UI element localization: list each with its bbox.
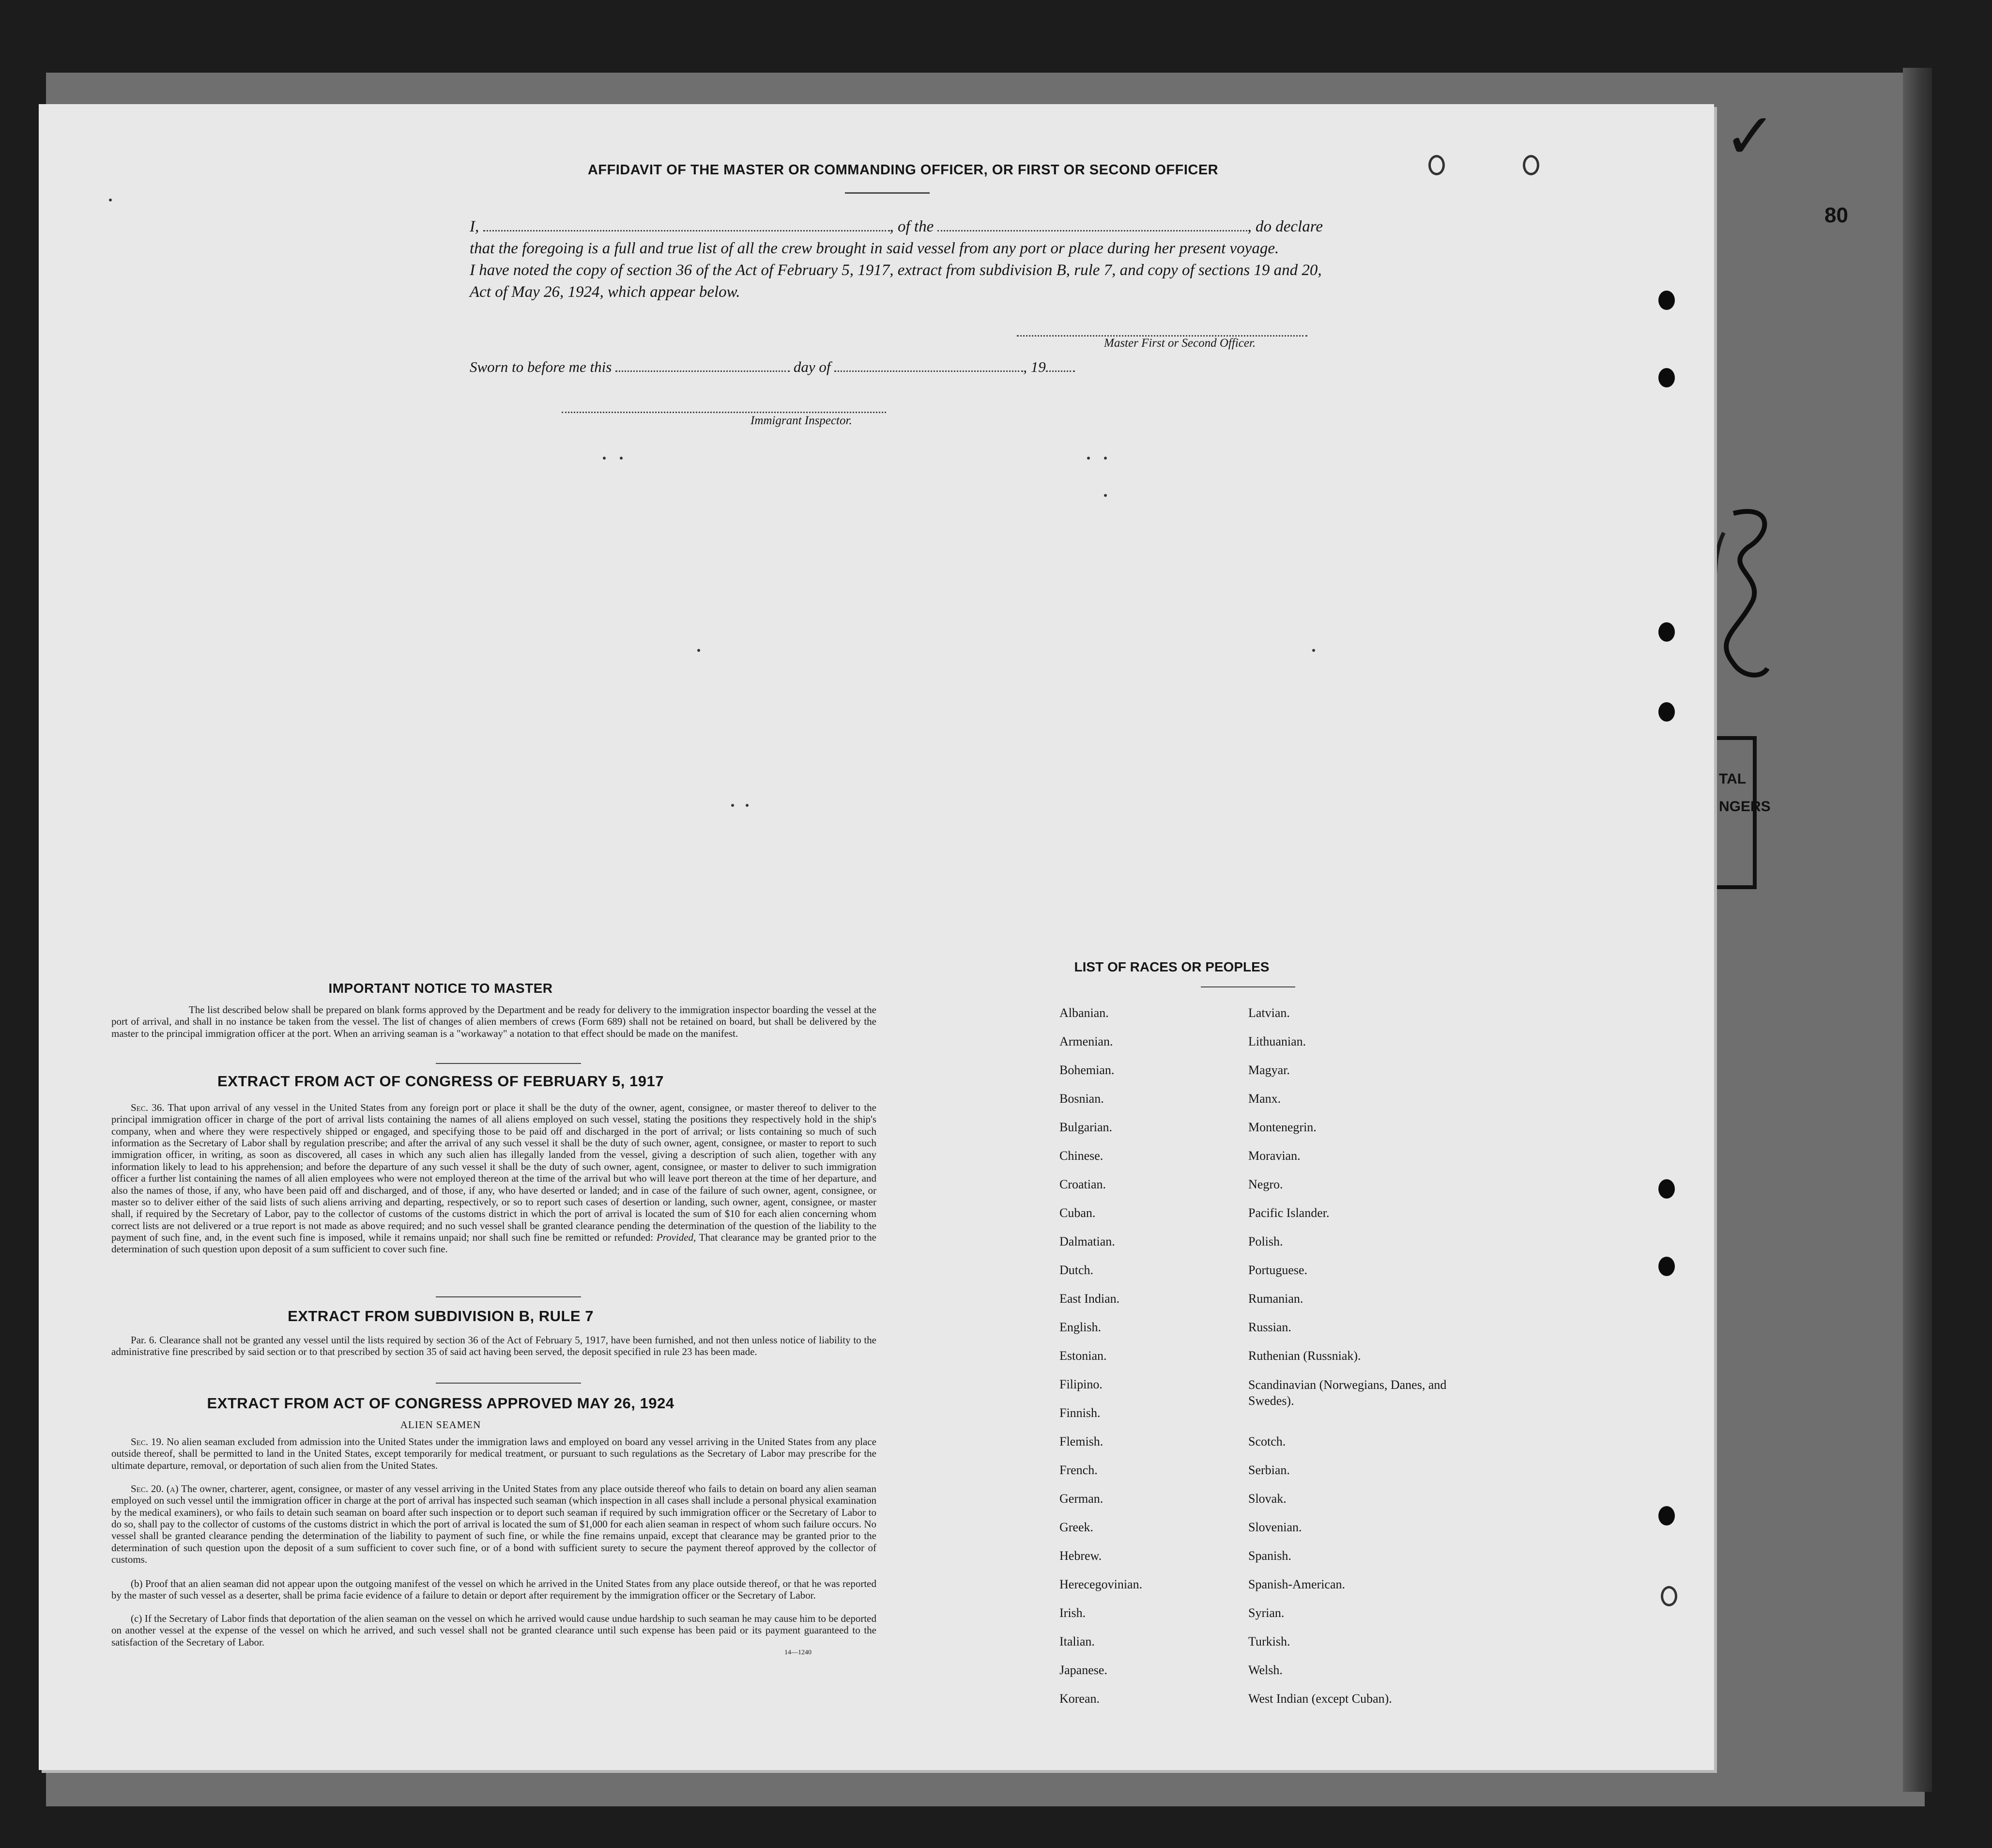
race-item: Russian. — [1248, 1320, 1291, 1334]
notice-title: IMPORTANT NOTICE TO MASTER — [328, 981, 553, 996]
of-the-label: , of the — [889, 218, 934, 235]
faint-mark — [1087, 457, 1090, 460]
notice-text: The list described below shall be prepared on blank forms approved by the Department and be ready for delivery to the immigration inspector boarding the vessel at the port of arrival, and shall in no instance be taken from the vessel. The list of changes of alien members of crews (Form 689) shall not be retained on board, but shall be delivered by the master to the principal immigration officer at the port. When an arriving seaman is a "workaway" a notation to that effect should be made on the manifest. — [111, 1004, 876, 1039]
affidavit-i: I, — [470, 218, 479, 235]
race-item: Hebrew. — [1059, 1549, 1102, 1563]
affidavit-line-4: Act of May 26, 1924, which appear below. — [470, 283, 740, 301]
sec20c-text: (c) If the Secretary of Labor finds that deportation of the alien seaman on the vessel on which he arrived would cause undue hardship to such seaman he may cause him to be deported on another vessel at the expense of the vessel on which he arrived, and such vessel shall not be granted clearance until such expense has been paid or its payment guaranteed to the satisfaction of the Secretary of Labor. — [111, 1613, 876, 1648]
race-item: Manx. — [1248, 1092, 1281, 1106]
race-item: Polish. — [1248, 1234, 1283, 1248]
race-item: Armenian. — [1059, 1034, 1113, 1048]
race-item: Negro. — [1248, 1177, 1283, 1191]
divider — [1201, 986, 1295, 987]
race-item: Welsh. — [1248, 1663, 1283, 1677]
race-item: Latvian. — [1248, 1006, 1290, 1020]
check-mark: ✓ — [1724, 99, 1777, 173]
divider — [436, 1383, 581, 1384]
race-item: Herecegovinian. — [1059, 1577, 1143, 1591]
race-item: Dutch. — [1059, 1263, 1094, 1277]
race-item: Bohemian. — [1059, 1063, 1115, 1077]
race-item: German. — [1059, 1492, 1103, 1506]
pencil-scribble — [1704, 504, 1772, 688]
race-item: Spanish-American. — [1248, 1577, 1346, 1591]
faint-mark — [1104, 457, 1107, 460]
race-item: Chinese. — [1059, 1149, 1103, 1163]
form-number: 14—1240 — [784, 1649, 812, 1656]
race-item: Filipino. — [1059, 1377, 1103, 1391]
inspector-signature-line[interactable] — [562, 412, 886, 413]
stamp-line: NGERS — [1719, 799, 1771, 815]
manifest-sheet — [39, 104, 1714, 1770]
binding-hole — [1428, 155, 1445, 175]
sworn-line — [470, 358, 1075, 376]
sworn-year-blank[interactable] — [1046, 367, 1075, 372]
race-item: Rumanian. — [1248, 1292, 1303, 1306]
ledger-edge — [1903, 68, 1932, 1792]
declare-label: , do declare — [1247, 218, 1323, 235]
race-item: Spanish. — [1248, 1549, 1291, 1563]
race-item: Magyar. — [1248, 1063, 1290, 1077]
race-item: Finnish. — [1059, 1406, 1101, 1420]
sec20a-text — [111, 1483, 876, 1566]
extract-1924-title: EXTRACT FROM ACT OF CONGRESS APPROVED MAY 26, 1924 — [207, 1395, 674, 1412]
section-label: Sec. 19. — [131, 1436, 164, 1448]
race-item: Serbian. — [1248, 1463, 1290, 1477]
binding-hole — [1661, 1586, 1677, 1606]
race-item: Lithuanian. — [1248, 1034, 1306, 1048]
race-item: Bosnian. — [1059, 1092, 1104, 1106]
rule7-title: EXTRACT FROM SUBDIVISION B, RULE 7 — [288, 1308, 594, 1324]
race-item: Moravian. — [1248, 1149, 1301, 1163]
faint-mark — [697, 649, 700, 652]
sec19-text — [111, 1436, 876, 1471]
rule7-text: Par. 6. Clearance shall not be granted any vessel until the lists required by section 36 of the Act of February 5, 1917, have been furnished, and not then unless notice of liability to the administrative fine prescribed by said section or to that prescribed by section 35 of said act having been served, the deposit specified in rule 23 has been made. — [111, 1334, 876, 1358]
race-item: Bulgarian. — [1059, 1120, 1113, 1134]
race-item: West Indian (except Cuban). — [1248, 1692, 1392, 1706]
race-item: Croatian. — [1059, 1177, 1106, 1191]
binding-hole — [1658, 622, 1675, 642]
race-item: Pacific Islander. — [1248, 1206, 1330, 1220]
race-item: Italian. — [1059, 1634, 1095, 1648]
binding-hole — [1658, 1506, 1675, 1525]
year-label: , 19 — [1023, 358, 1046, 375]
faint-mark — [731, 804, 734, 807]
provided-label: Provided, — [656, 1231, 696, 1243]
faint-mark — [620, 457, 623, 460]
vessel-blank[interactable] — [937, 226, 1247, 231]
day-of-label: day of — [793, 358, 831, 375]
race-item: Irish. — [1059, 1606, 1086, 1620]
race-item: Slovenian. — [1248, 1520, 1302, 1534]
divider — [436, 1296, 581, 1297]
divider — [845, 192, 930, 194]
stamp-line: TAL — [1719, 771, 1747, 787]
extract-1917-text — [111, 1102, 876, 1255]
races-title: LIST OF RACES OR PEOPLES — [1074, 959, 1270, 974]
faint-mark — [603, 457, 606, 460]
race-item: Scotch. — [1248, 1434, 1286, 1448]
faint-mark — [109, 199, 112, 201]
race-item: Scandinavian (Norwegians, Danes, and Swedes). — [1248, 1378, 1447, 1408]
divider — [436, 1063, 581, 1064]
master-caption: Master First or Second Officer. — [1104, 337, 1256, 350]
binding-hole — [1658, 368, 1675, 387]
race-item: Turkish. — [1248, 1634, 1290, 1648]
sworn-label: Sworn to before me this — [470, 358, 612, 375]
faint-mark — [1104, 494, 1107, 497]
binding-hole — [1658, 702, 1675, 722]
binding-hole — [1658, 1257, 1675, 1276]
race-item: East Indian. — [1059, 1292, 1120, 1306]
section-body: That upon arrival of any vessel in the United States from any foreign port or place it shall be the duty of the owner, agent, consignee, or master thereof to deliver to the principal immigration officer in charge of the port of arrival lists containing the names of all aliens employed on such vessel, stating the positions they respectively hold in the ship's company, when and where they were respectively shipped or engaged, and specifying those to be paid off and discharged in the port of arrival; or lists containing so much of such information as the Secretary of Labor shall by regulation prescribe; and after the arrival of any such vessel it shall be the duty of such owner, agent, consignee, or master to report to such immigration officer, in writing, as soon as discovered, all cases in which any such alien has illegally landed from the vessel, giving a description of such alien, together with any information likely to lead to his apprehension; and before the departure of any such vessel it shall be the duty of such owner, agent, consignee, or master to deliver to such immigration officer a further list containing the names of all alien employees who were not employed thereon at the time of the arrival but who will leave port thereon at the time of her departure, and also the names of those, if any, who have been paid off and discharged, and of those, if any, who have deserted or landed; and in case of the failure of such owner, agent, consignee, or master so to deliver either of the said lists of such aliens arriving and departing, respectively, or so to report such cases of desertion or landing, such owner, agent, consignee, or master shall, if required by the Secretary of Labor, pay to the collector of customs of the customs district in which the port of arrival is located the sum of $10 for each alien concerning whom correct lists are not delivered or a true report is not made as above required; and no such vessel shall be granted clearance pending the determination of the question of the liability to the payment of such fine, and, in the event such fine is imposed, while it remains unpaid; nor shall such fine be remitted or refunded: — [111, 1102, 876, 1243]
faint-mark — [746, 804, 749, 807]
race-item: Montenegrin. — [1248, 1120, 1317, 1134]
binding-hole — [1658, 291, 1675, 310]
name-blank[interactable] — [483, 226, 890, 231]
race-item: Korean. — [1059, 1692, 1100, 1706]
affidavit-line-1 — [470, 218, 1323, 236]
inspector-caption: Immigrant Inspector. — [751, 414, 852, 427]
section-label: Sec. 36. — [131, 1102, 165, 1113]
affidavit-title: AFFIDAVIT OF THE MASTER OR COMMANDING OFFICER, OR FIRST OR SECOND OFFICER — [587, 162, 1219, 178]
binding-hole — [1523, 155, 1539, 175]
race-item: Albanian. — [1059, 1006, 1109, 1020]
section-body: No alien seaman excluded from admission into the United States under the immigration laws and employed on board any vessel arriving in the United States from any place outside thereof, shall be permitted to land in the United States, except temporarily for medical treatment, or pursuant to such regulations as the Secretary of Labor may prescribe for the ultimate departure, removal, or deportation of such alien from the United States. — [111, 1436, 876, 1471]
section-label: Sec. 20. (a) — [131, 1483, 179, 1494]
race-item: Slovak. — [1248, 1492, 1287, 1506]
sec20b-text: (b) Proof that an alien seaman did not appear upon the outgoing manifest of the vessel on which he arrived in the United States from any place outside thereof, or that he was reported by the master of such vessel as a deserter, shall be prima facie evidence of a failure to detain or deport after requirement by the immigration officer or the Secretary of Labor. — [111, 1578, 876, 1602]
affidavit-line-2: that the foregoing is a full and true list of all the crew brought in said vessel from any port or place during her present voyage. — [470, 240, 1279, 257]
affidavit-line-3: I have noted the copy of section 36 of the Act of February 5, 1917, extract from subdivision B, rule 7, and copy of sections 19 and 20, — [470, 262, 1322, 279]
binding-hole — [1658, 1179, 1675, 1199]
race-item: Japanese. — [1059, 1663, 1107, 1677]
alien-seamen-subtitle: ALIEN SEAMEN — [400, 1419, 481, 1431]
race-item: Ruthenian (Russniak). — [1248, 1349, 1361, 1363]
sworn-month-blank[interactable] — [834, 367, 1023, 372]
race-item: French. — [1059, 1463, 1098, 1477]
page-number: 80 — [1824, 203, 1848, 227]
section-body-end: That clearance may be granted prior to the determination of such question upon deposit of a sum sufficient to cover such fine. — [111, 1231, 877, 1255]
section-body: The owner, charterer, agent, consignee, or master of any vessel arriving in the United States from any place outside thereof who fails to detain on board any alien seaman employed on such vessel until the immigration officer in charge at the port of arrival has inspected such seaman (which inspection in all cases shall include a personal physical examination by the medical examiners), or who fails to detain such seaman on board after such inspection or to deport such seaman if required by such immigration officer or the Secretary of Labor to do so, shall pay to the collector of customs of the customs district in which the port of arrival is located the sum of $1,000 for each alien seaman in respect of whom such failure occurs. No vessel shall be granted clearance pending the determination of the liability to payment of such fine, or while the fine remains unpaid, except that clearance may be granted prior to the determination of such question upon the deposit of a sum sufficient to cover such fine, or of a bond with sufficient surety to secure the payment thereof approved by the collector of customs. — [111, 1483, 876, 1566]
race-item: English. — [1059, 1320, 1101, 1334]
sworn-date-blank[interactable] — [615, 367, 790, 372]
race-item: Flemish. — [1059, 1434, 1103, 1448]
race-item: Dalmatian. — [1059, 1234, 1115, 1248]
race-item: Greek. — [1059, 1520, 1094, 1534]
extract-1917-title: EXTRACT FROM ACT OF CONGRESS OF FEBRUARY 5, 1917 — [217, 1073, 664, 1090]
race-item: Cuban. — [1059, 1206, 1096, 1220]
race-item: Syrian. — [1248, 1606, 1285, 1620]
race-item: Portuguese. — [1248, 1263, 1308, 1277]
stamp-text — [1719, 765, 1771, 820]
faint-mark — [1312, 649, 1315, 652]
race-item: Estonian. — [1059, 1349, 1107, 1363]
